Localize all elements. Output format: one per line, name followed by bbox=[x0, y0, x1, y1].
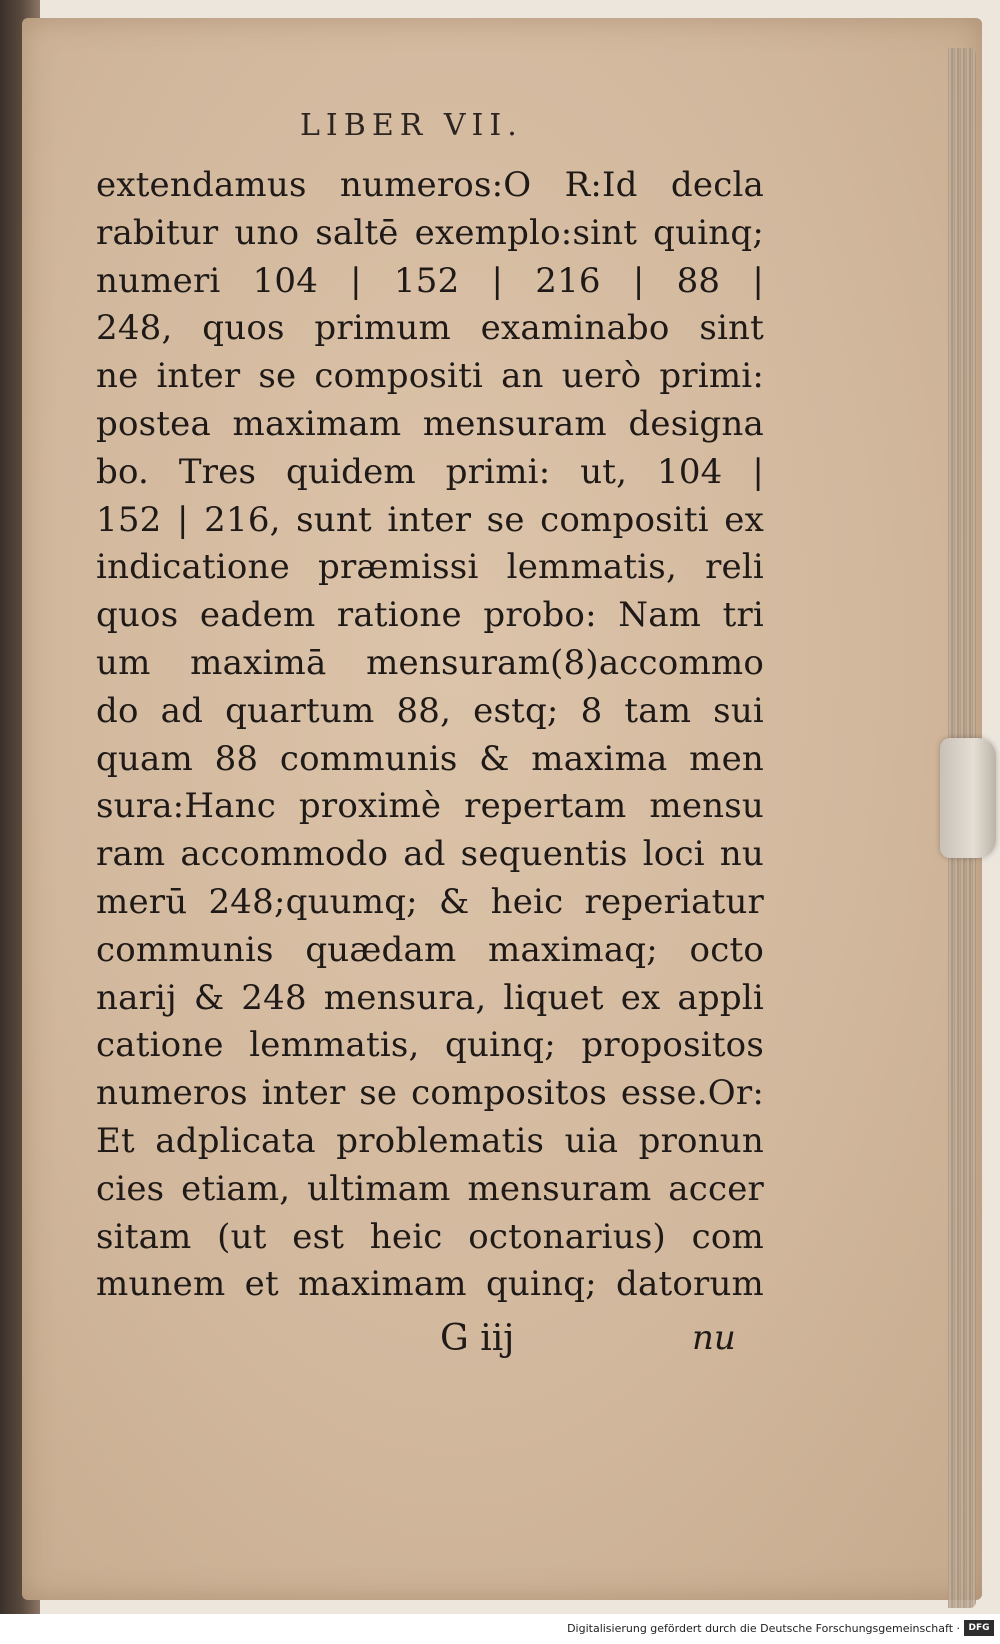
text-line: sura:Hanc proximè repertam mensu bbox=[96, 786, 764, 827]
text-line: cies etiam, ultimam mensuram accer bbox=[96, 1168, 764, 1209]
catchword: nu bbox=[692, 1318, 736, 1358]
text-line: merū 248;quumq; & heic reperiatur bbox=[96, 881, 764, 922]
text-line: bo. Tres quidem primi: ut, 104 | bbox=[96, 451, 764, 492]
text-line: communis quædam maximaq; octo bbox=[96, 929, 764, 970]
text-line: postea maximam mensuram designa bbox=[96, 403, 764, 444]
running-head: LIBER VII. bbox=[300, 108, 523, 143]
text-block bbox=[96, 162, 764, 1309]
text-line: rabitur uno saltē exemplo:sint quinq; bbox=[96, 212, 764, 253]
footer-credit: Digitalisierung gefördert durch die Deutsche Forschungsgemeinschaft · bbox=[567, 1622, 960, 1635]
text-line: 152 | 216, sunt inter se compositi ex bbox=[96, 499, 764, 540]
digitization-footer bbox=[0, 1614, 1000, 1644]
text-line: Et adplicata problematis uia pronun bbox=[96, 1120, 764, 1161]
dfg-logo: DFG bbox=[964, 1620, 994, 1636]
text-line: 248, quos primum examinabo sint bbox=[96, 308, 764, 349]
page-clip bbox=[940, 738, 996, 858]
text-line: numeros inter se compositos esse.Or: bbox=[96, 1073, 764, 1114]
text-line: numeri 104 | 152 | 216 | 88 | bbox=[96, 260, 764, 301]
text-line: um maximā mensuram(8)accommo bbox=[96, 642, 764, 683]
text-line: catione lemmatis, quinq; propositos bbox=[96, 1025, 764, 1066]
text-line: extendamus numeros:O R:Id decla bbox=[96, 165, 764, 205]
text-line: sitam (ut est heic octonarius) com bbox=[96, 1216, 764, 1257]
text-line: munem et maximam quinq; datorum bbox=[96, 1264, 764, 1305]
text-line: ne inter se compositi an uerò primi: bbox=[96, 356, 764, 397]
text-line: indicatione præmissi lemmatis, reli bbox=[96, 547, 764, 588]
text-line: quam 88 communis & maxima men bbox=[96, 738, 764, 779]
text-line: ram accommodo ad sequentis loci nu bbox=[96, 834, 764, 875]
signature-mark: G iij bbox=[440, 1318, 515, 1359]
text-line: quos eadem ratione probo: Nam tri bbox=[96, 595, 764, 636]
text-line: narij & 248 mensura, liquet ex appli bbox=[96, 977, 764, 1018]
text-line: do ad quartum 88, estq; 8 tam sui bbox=[96, 690, 764, 731]
